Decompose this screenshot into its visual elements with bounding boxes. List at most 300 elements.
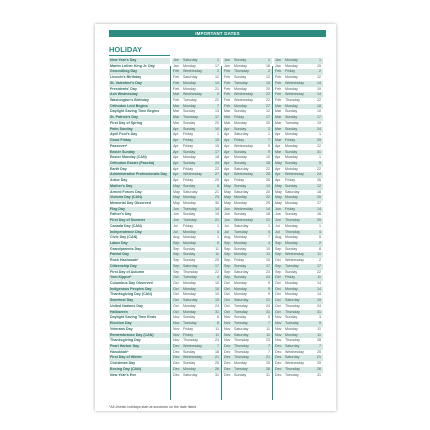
date-month: Apr <box>172 161 182 167</box>
date-day: 17 <box>212 264 221 270</box>
date-weekday: Tuesday <box>285 120 299 125</box>
date-month: Oct <box>223 287 233 293</box>
date-weekday: Sunday <box>285 109 298 114</box>
date-day: 14 <box>212 81 221 87</box>
date-day: 7 <box>268 235 270 240</box>
date-weekday: Monday <box>285 235 298 240</box>
date-month: Oct <box>172 287 182 293</box>
date-month: Apr <box>172 127 182 133</box>
date-weekday: Monday <box>183 281 196 286</box>
date-month: Apr <box>275 166 281 171</box>
date-day: 16 <box>266 63 270 68</box>
date-weekday: Friday <box>285 178 295 183</box>
date-month: Jul <box>173 223 178 228</box>
date-month: Jan <box>173 63 179 68</box>
date-day: 22 <box>317 269 321 274</box>
date-month: Apr <box>275 132 281 137</box>
date-month: Dec <box>274 367 284 373</box>
date-weekday: Saturday <box>182 58 212 64</box>
date-month: Feb <box>274 81 284 87</box>
holiday-name: Passover* <box>110 143 128 148</box>
holiday-name: Martin Luther King Jr. Day <box>110 63 155 68</box>
date-weekday: Friday <box>183 143 193 148</box>
date-weekday: Tuesday <box>182 218 212 224</box>
holiday-name: Armed Forces Day <box>110 189 142 194</box>
date-weekday: Sunday <box>183 349 196 354</box>
date-weekday: Monday <box>183 303 196 308</box>
date-month: Apr <box>172 138 182 144</box>
date-month: Sep <box>274 241 284 247</box>
date-weekday: Sunday <box>234 315 247 320</box>
date-month: Nov <box>223 321 233 327</box>
date-month: Feb <box>274 92 284 98</box>
date-month: Mar <box>173 120 180 125</box>
date-month: Jun <box>223 218 233 224</box>
date-weekday: Saturday <box>234 326 249 331</box>
date-month: Nov <box>275 338 282 343</box>
date-day: 12 <box>314 184 323 190</box>
date-month: Oct <box>224 281 230 286</box>
date-day: 8 <box>212 184 221 190</box>
date-day: 24 <box>212 161 221 167</box>
date-month: Oct <box>173 303 179 308</box>
date-weekday: Sunday <box>183 246 196 251</box>
date-day: 10 <box>215 292 219 297</box>
date-day: 11 <box>212 333 221 339</box>
date-weekday: Wednesday <box>182 69 212 75</box>
date-weekday: Saturday <box>234 166 249 171</box>
date-weekday: Saturday <box>234 269 249 274</box>
date-month: Nov <box>173 326 180 331</box>
date-weekday: Saturday <box>233 298 263 304</box>
date-month: Jun <box>275 212 281 217</box>
page-banner: IMPORTANT DATES <box>109 30 326 37</box>
date-weekday: Sunday <box>284 161 314 167</box>
date-day: 1 <box>314 58 323 64</box>
date-month: Sep <box>172 252 182 258</box>
date-day: 29 <box>266 200 270 205</box>
date-month: Sep <box>223 264 233 270</box>
date-day: 31 <box>317 372 321 377</box>
date-day: 18 <box>215 349 219 354</box>
year-date-cell <box>172 373 221 379</box>
date-day: 17 <box>263 115 272 121</box>
date-weekday: Tuesday <box>182 275 212 281</box>
date-month: Sep <box>173 246 180 251</box>
date-month: Apr <box>173 143 179 148</box>
date-day: 7 <box>263 344 272 350</box>
date-month: May <box>172 195 182 201</box>
date-day: 31 <box>314 310 323 316</box>
date-weekday: Sunday <box>183 109 196 114</box>
date-day: 23 <box>212 195 221 201</box>
date-weekday: Tuesday <box>284 264 314 270</box>
date-month: Apr <box>224 132 230 137</box>
date-day: 10 <box>212 287 221 293</box>
date-day: 12 <box>215 75 219 80</box>
date-weekday: Tuesday <box>234 303 248 308</box>
date-weekday: Thursday <box>285 303 300 308</box>
date-month: Dec <box>172 344 182 350</box>
date-weekday: Tuesday <box>233 310 263 316</box>
date-month: Dec <box>173 372 180 377</box>
date-weekday: Thursday <box>233 355 263 361</box>
date-day: 22 <box>215 98 219 103</box>
date-day: 11 <box>317 326 321 331</box>
date-weekday: Friday <box>233 115 263 121</box>
holiday-name: First Day of Spring <box>110 120 143 125</box>
year-date-cell <box>274 373 323 379</box>
holiday-name: Ash Wednesday <box>109 92 170 98</box>
date-day: 19 <box>317 86 321 91</box>
date-month: Feb <box>172 69 182 75</box>
date-month: May <box>223 184 233 190</box>
date-day: 24 <box>317 303 321 308</box>
date-day: 31 <box>215 372 219 377</box>
date-weekday: Sunday <box>285 269 298 274</box>
date-day: 11 <box>215 326 219 331</box>
date-month: Oct <box>274 298 284 304</box>
date-weekday: Sunday <box>233 275 263 281</box>
date-day: 22 <box>266 166 270 171</box>
date-weekday: Thursday <box>284 367 314 373</box>
date-day: 31 <box>212 310 221 316</box>
date-weekday: Thursday <box>234 349 249 354</box>
date-month: Jun <box>223 207 233 213</box>
date-month: Dec <box>173 361 180 366</box>
date-day: 22 <box>317 98 321 103</box>
date-month: Feb <box>173 86 180 91</box>
date-day: 15 <box>215 143 219 148</box>
date-weekday: Monday <box>182 287 212 293</box>
date-day: 11 <box>215 246 219 251</box>
holiday-name: St. Valentine's Day <box>109 81 170 87</box>
date-month: Dec <box>224 361 231 366</box>
date-month: Mar <box>223 115 233 121</box>
date-month: Oct <box>223 310 233 316</box>
date-month: Apr <box>275 178 281 183</box>
date-weekday: Tuesday <box>233 321 263 327</box>
holiday-name: Easter Sunday <box>109 150 170 156</box>
date-day: 24 <box>266 303 270 308</box>
date-month: Dec <box>173 349 180 354</box>
date-weekday: Sunday <box>234 372 247 377</box>
date-month: Jul <box>275 223 280 228</box>
date-day: 4 <box>212 275 221 281</box>
date-day: 2 <box>314 241 323 247</box>
date-weekday: Friday <box>182 333 212 339</box>
date-day: 16 <box>263 161 272 167</box>
date-weekday: Monday <box>285 292 298 297</box>
date-month: Feb <box>173 98 180 103</box>
date-weekday: Friday <box>284 275 314 281</box>
date-weekday: Thursday <box>285 338 300 343</box>
holiday-name: Father's Day <box>110 212 132 217</box>
date-month: May <box>223 195 233 201</box>
date-month: Nov <box>275 315 282 320</box>
date-day: 17 <box>314 264 323 270</box>
holiday-name: Lincoln's Birthday <box>110 75 142 80</box>
date-day: 26 <box>263 367 272 373</box>
date-weekday: Wednesday <box>284 81 314 87</box>
date-weekday: Saturday <box>284 298 314 304</box>
date-day: 23 <box>266 338 270 343</box>
date-day: 9 <box>268 281 270 286</box>
date-month: Dec <box>223 344 233 350</box>
holiday-name: Grandparents Day <box>110 246 142 251</box>
date-weekday: Thursday <box>182 115 212 121</box>
date-day: 21 <box>215 86 219 91</box>
date-day: 5 <box>268 143 270 148</box>
date-weekday: Monday <box>183 86 196 91</box>
date-weekday: Sunday <box>234 75 247 80</box>
date-weekday: Wednesday <box>182 344 212 350</box>
date-month: Sep <box>173 258 180 263</box>
date-weekday: Monday <box>233 287 263 293</box>
date-month: May <box>224 189 231 194</box>
holiday-name: Boxing Day (CAN) <box>109 367 170 373</box>
holiday-name: Labor Day <box>109 241 170 247</box>
date-month: Mar <box>275 109 282 114</box>
date-month: Apr <box>224 155 230 160</box>
date-month: Feb <box>275 86 282 91</box>
date-day: 4 <box>314 230 323 236</box>
date-weekday: Saturday <box>284 344 314 350</box>
date-day: 14 <box>212 207 221 213</box>
date-month: Apr <box>223 150 233 156</box>
date-month: Dec <box>224 372 231 377</box>
date-month: May <box>172 184 182 190</box>
date-day: 31 <box>263 310 272 316</box>
date-weekday: Wednesday <box>233 172 263 178</box>
date-weekday: Sunday <box>183 120 196 125</box>
holiday-name: New Year's Day <box>109 58 170 64</box>
date-day: 27 <box>263 104 272 110</box>
date-day: 31 <box>266 372 270 377</box>
date-day: 24 <box>314 172 323 178</box>
date-day: 14 <box>263 184 272 190</box>
holiday-name: New Year's Eve <box>110 372 137 377</box>
date-weekday: Saturday <box>234 189 249 194</box>
date-weekday: Wednesday <box>285 361 304 366</box>
date-month: Sep <box>224 269 231 274</box>
date-day: 21 <box>212 355 221 361</box>
date-day: 11 <box>314 275 323 281</box>
date-day: 25 <box>266 361 270 366</box>
date-weekday: Monday <box>183 155 196 160</box>
date-month: Oct <box>172 298 182 304</box>
date-month: Apr <box>224 166 230 171</box>
date-weekday: Monday <box>182 230 212 236</box>
date-day: 29 <box>314 138 323 144</box>
date-month: Sep <box>173 269 180 274</box>
date-weekday: Wednesday <box>233 207 263 213</box>
date-day: 7 <box>212 104 221 110</box>
date-weekday: Sunday <box>183 258 196 263</box>
date-day: 22 <box>215 166 219 171</box>
date-weekday: Monday <box>285 155 298 160</box>
holiday-name: Mother's Day <box>109 184 170 190</box>
date-month: Nov <box>223 333 233 339</box>
date-weekday: Monday <box>285 166 298 171</box>
date-weekday: Saturday <box>183 189 198 194</box>
date-weekday: Tuesday <box>285 372 299 377</box>
date-month: Sep <box>223 252 233 258</box>
date-weekday: Monday <box>183 200 196 205</box>
holiday-row <box>109 373 326 379</box>
heading-underline <box>109 55 170 56</box>
date-weekday: Sunday <box>285 246 298 251</box>
date-month: Mar <box>173 109 180 114</box>
date-month: May <box>275 189 282 194</box>
date-day: 14 <box>314 92 323 98</box>
holiday-name: April Fool's Day <box>110 132 138 137</box>
date-month: Oct <box>274 287 284 293</box>
date-month: Feb <box>275 75 282 80</box>
date-day: 18 <box>215 155 219 160</box>
date-month: Oct <box>224 292 230 297</box>
date-weekday: Friday <box>182 138 212 144</box>
date-month: Oct <box>172 275 182 281</box>
holiday-name: Hanukkah* <box>110 349 129 354</box>
date-weekday: Tuesday <box>183 98 197 103</box>
date-day: 14 <box>263 81 272 87</box>
date-weekday: Wednesday <box>284 172 314 178</box>
date-month: Oct <box>274 275 284 281</box>
date-month: Nov <box>275 326 282 331</box>
date-month: Oct <box>172 310 182 316</box>
date-weekday: Sunday <box>234 212 247 217</box>
date-month: Dec <box>224 349 231 354</box>
date-month: Feb <box>223 81 233 87</box>
date-weekday: Monday <box>234 361 247 366</box>
date-month: Dec <box>275 361 282 366</box>
date-month: Sep <box>224 258 231 263</box>
date-month: May <box>275 200 282 205</box>
date-day: 8 <box>319 246 321 251</box>
holiday-name: Orthodox Lent Begins <box>109 104 170 110</box>
date-weekday: Sunday <box>233 127 263 133</box>
date-weekday: Sunday <box>233 264 263 270</box>
date-weekday: Monday <box>285 281 298 286</box>
date-day: 2 <box>314 69 323 75</box>
date-weekday: Sunday <box>182 252 212 258</box>
date-day: 2 <box>263 127 272 133</box>
date-day: 20 <box>266 189 270 194</box>
holiday-name: Groundhog Day <box>109 69 170 75</box>
date-month: Sep <box>224 246 231 251</box>
holiday-name: Independence Day <box>109 230 170 236</box>
date-weekday: Monday <box>182 241 212 247</box>
date-weekday: Monday <box>182 104 212 110</box>
holiday-dates-table <box>109 58 326 378</box>
date-weekday: Saturday <box>183 372 198 377</box>
holiday-name: Earth Day <box>110 166 127 171</box>
date-day: 14 <box>314 207 323 213</box>
date-month: May <box>274 184 284 190</box>
date-day: 25 <box>317 349 321 354</box>
date-day: 10 <box>212 127 221 133</box>
date-weekday: Sunday <box>233 150 263 156</box>
date-weekday: Sunday <box>182 161 212 167</box>
date-day: 9 <box>263 150 272 156</box>
date-month: Jun <box>224 212 230 217</box>
holiday-name: First Day of Winter <box>109 355 170 361</box>
date-day: 5 <box>319 235 321 240</box>
holiday-name: Arbor Day <box>110 178 128 183</box>
date-month: Apr <box>223 172 233 178</box>
date-day: 10 <box>266 246 270 251</box>
date-weekday: Tuesday <box>182 321 212 327</box>
date-month: Mar <box>172 104 182 110</box>
date-day: 14 <box>263 207 272 213</box>
date-month: Apr <box>223 127 233 133</box>
date-day: 21 <box>263 355 272 361</box>
date-weekday: Sunday <box>182 127 212 133</box>
date-day: 24 <box>215 303 219 308</box>
date-month: Mar <box>274 115 284 121</box>
date-month: Jan <box>172 58 182 64</box>
holiday-name: Daylight Saving Time Ends <box>110 315 157 320</box>
date-weekday: Friday <box>183 132 193 137</box>
date-day: 15 <box>317 63 321 68</box>
date-month: Jul <box>274 230 284 236</box>
date-weekday: Saturday <box>183 75 198 80</box>
date-day: 10 <box>317 109 321 114</box>
date-month: Jul <box>172 230 182 236</box>
date-day: 19 <box>317 120 321 125</box>
date-month: Jan <box>274 58 284 64</box>
date-weekday: Sunday <box>183 212 196 217</box>
date-day: 28 <box>266 178 270 183</box>
date-day: 25 <box>215 361 219 366</box>
date-day: 21 <box>263 298 272 304</box>
date-day: 19 <box>215 212 219 217</box>
date-weekday: Monday <box>182 367 212 373</box>
date-weekday: Monday <box>234 235 247 240</box>
date-month: Nov <box>224 338 231 343</box>
date-weekday: Sunday <box>285 315 298 320</box>
date-weekday: Sunday <box>183 315 196 320</box>
holiday-name: Civic Day (CAN) <box>110 235 138 240</box>
date-day: 14 <box>317 281 321 286</box>
date-weekday: Friday <box>284 138 314 144</box>
date-weekday: Monday <box>284 333 314 339</box>
date-day: 11 <box>263 252 272 258</box>
holiday-name: Election Day <box>109 321 170 327</box>
holiday-name: Thanksgiving Day (CAN) <box>110 292 152 297</box>
date-weekday: Saturday <box>285 189 300 194</box>
date-month: Feb <box>275 98 282 103</box>
date-day: 9 <box>263 287 272 293</box>
date-day: 18 <box>317 189 321 194</box>
date-month: Jan <box>223 58 233 64</box>
date-day: 28 <box>317 338 321 343</box>
date-day: 22 <box>317 143 321 148</box>
date-day: 1 <box>217 223 219 228</box>
date-weekday: Sunday <box>284 127 314 133</box>
date-weekday: Friday <box>284 207 314 213</box>
date-month: Mar <box>172 92 182 98</box>
date-day: 14 <box>314 287 323 293</box>
date-day: 26 <box>212 367 221 373</box>
date-weekday: Friday <box>234 178 244 183</box>
date-day: 7 <box>212 344 221 350</box>
date-month: Feb <box>224 98 231 103</box>
important-dates-page <box>95 24 336 411</box>
date-month: Nov <box>172 333 182 339</box>
date-month: Apr <box>274 172 284 178</box>
